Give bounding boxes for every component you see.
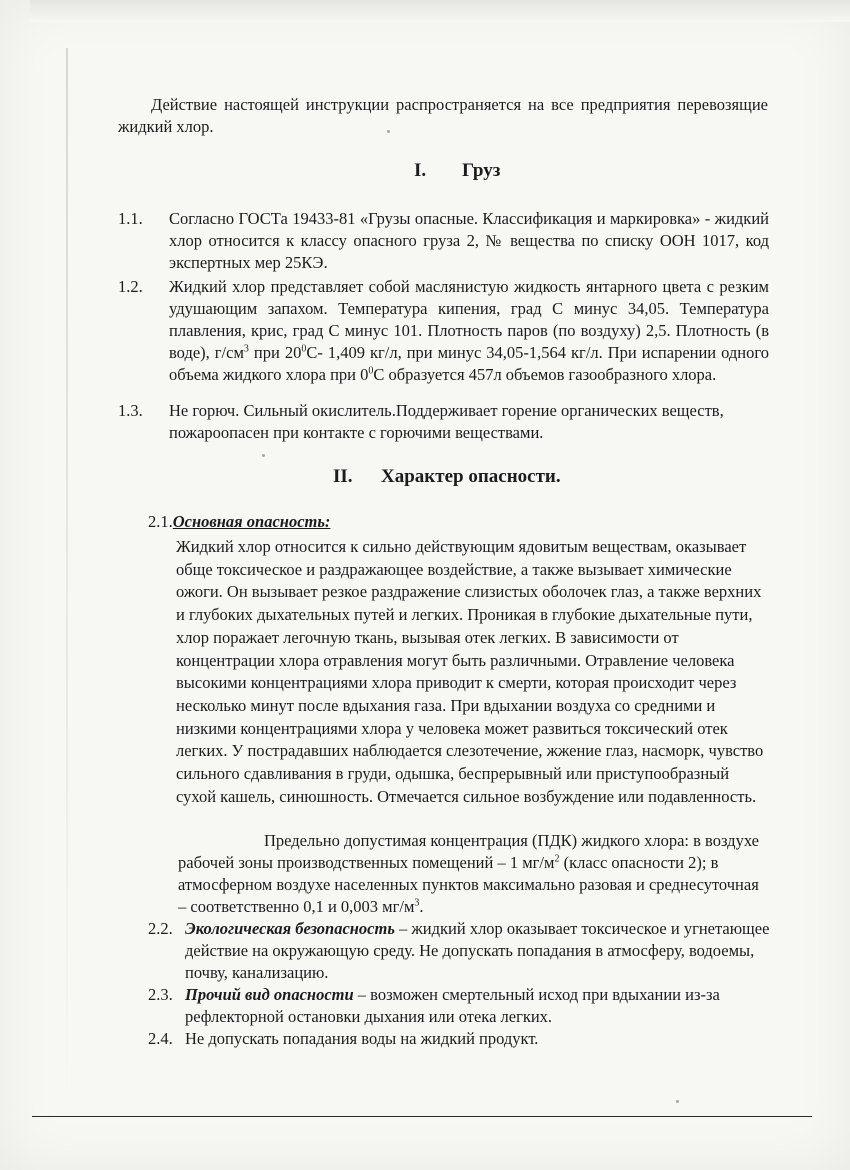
- intro-paragraph: Действие настоящей инструкции распространяется на все предприятия перевозящие жидкий хлор.: [118, 95, 768, 136]
- item-1-1: [118, 208, 778, 274]
- item-number: 1.3.: [118, 401, 143, 420]
- footer-rule: [32, 1116, 812, 1117]
- item-2-2: [148, 918, 778, 984]
- item-2-3: [148, 984, 778, 1028]
- item-text: Не горюч. Сильный окислитель.Поддерживает горение органических веществ, пожароопасен при контакте с горючими веществами.: [169, 401, 724, 442]
- section-1-title: Груз: [462, 160, 501, 181]
- item-text: Жидкий хлор представляет собой маслянистую жидкость янтарного цвета с резким удушающим запахом. Температура кипения, град С минус 34,05. Температура плавления, крис, град С минус 101. Плотность паров (по воздуху) 2,5. Плотность (в воде), $г/см^3$ при $20^0С-$ 1,409 кг/л, при минус 34,05-1,564 кг/л. При испарении одного объема жидкого хлора при $0^0С$ образуется 457л объемов газообразного хлора.: [169, 277, 769, 384]
- pdk-paragraph: Предельно допустимая концентрация (ПДК) жидкого хлора: в воздухе рабочей зоны производственных помещений – 1 $мг/м^2$ (класс опасности 2); в атмосферном воздухе населенных пунктов максимально разовая и среднесуточная – соответственно 0,1 и 0,003 $мг/м^3$.: [178, 831, 759, 916]
- item-1-3: [118, 400, 778, 444]
- scan-speck: [676, 1100, 679, 1103]
- item-number: 1.2.: [118, 277, 143, 296]
- item-text: Согласно ГОСТа 19433-81 «Грузы опасные. Классификация и маркировка» - жидкий хлор относится к классу опасного груза 2, № вещества по списку ООН 1017, код экспертных мер 25КЭ.: [169, 209, 769, 272]
- item-text: Экологическая безопасность – жидкий хлор оказывает токсическое и угнетающее действие на окружающую среду. Не допускать попадания в атмосферу, водоемы, почву, канализацию.: [185, 919, 770, 982]
- section-2-title: Характер опасности.: [381, 466, 561, 487]
- item-number: 1.1.: [118, 209, 143, 228]
- section-1-number: I.: [414, 160, 427, 181]
- item-number: 2.2.: [148, 919, 173, 938]
- item-2-4: [148, 1028, 778, 1050]
- scan-speck: [387, 130, 390, 133]
- scan-edge: [30, 0, 850, 22]
- item-text: Не допускать попадания воды на жидкий продукт.: [185, 1029, 539, 1048]
- item-text: Прочий вид опасности – возможен смертельный исход при вдыхании из-за рефлекторной остановки дыхания или отека легких.: [185, 985, 720, 1026]
- subsection-2-1-title: 2.1.Основная опасность:: [148, 512, 331, 531]
- item-number: 2.4.: [148, 1029, 173, 1048]
- main-hazard-text: Жидкий хлор относится к сильно действующим ядовитым веществам, оказывает обще токсическое и раздражающее воздействие, а также вызывает химические ожоги. Он вызывает резкое раздражение слизистых оболочек глаз, а также верхних и глубоких дыхательных путей и легких. Проникая в глубокие дыхательные пути, хлор поражает легочную ткань, вызывая отек легких. В зависимости от концентрации хлора отравления могут быть различными. Отравление человека высокими концентрациями хлора приводит к смерти, которая происходит через несколько минут после вдыхания газа. При вдыхании воздуха со средними и низкими концентрациями хлора у человека может развиться токсический отек легких. У пострадавших наблюдается слезотечение, жжение глаз, насморк, чувство сильного сдавливания в груди, одышка, беспрерывный или приступообразный сухой кашель, синюшность. Отмечается сильное возбуждение или подавленность.: [176, 537, 764, 806]
- section-2-heading: [333, 466, 561, 488]
- scan-margin-mark: [66, 48, 68, 1088]
- item-number: 2.3.: [148, 985, 173, 1004]
- section-2-number: II.: [333, 466, 353, 487]
- item-1-2: [118, 276, 778, 400]
- section-1-heading: [414, 160, 500, 182]
- scan-speck: [262, 454, 265, 457]
